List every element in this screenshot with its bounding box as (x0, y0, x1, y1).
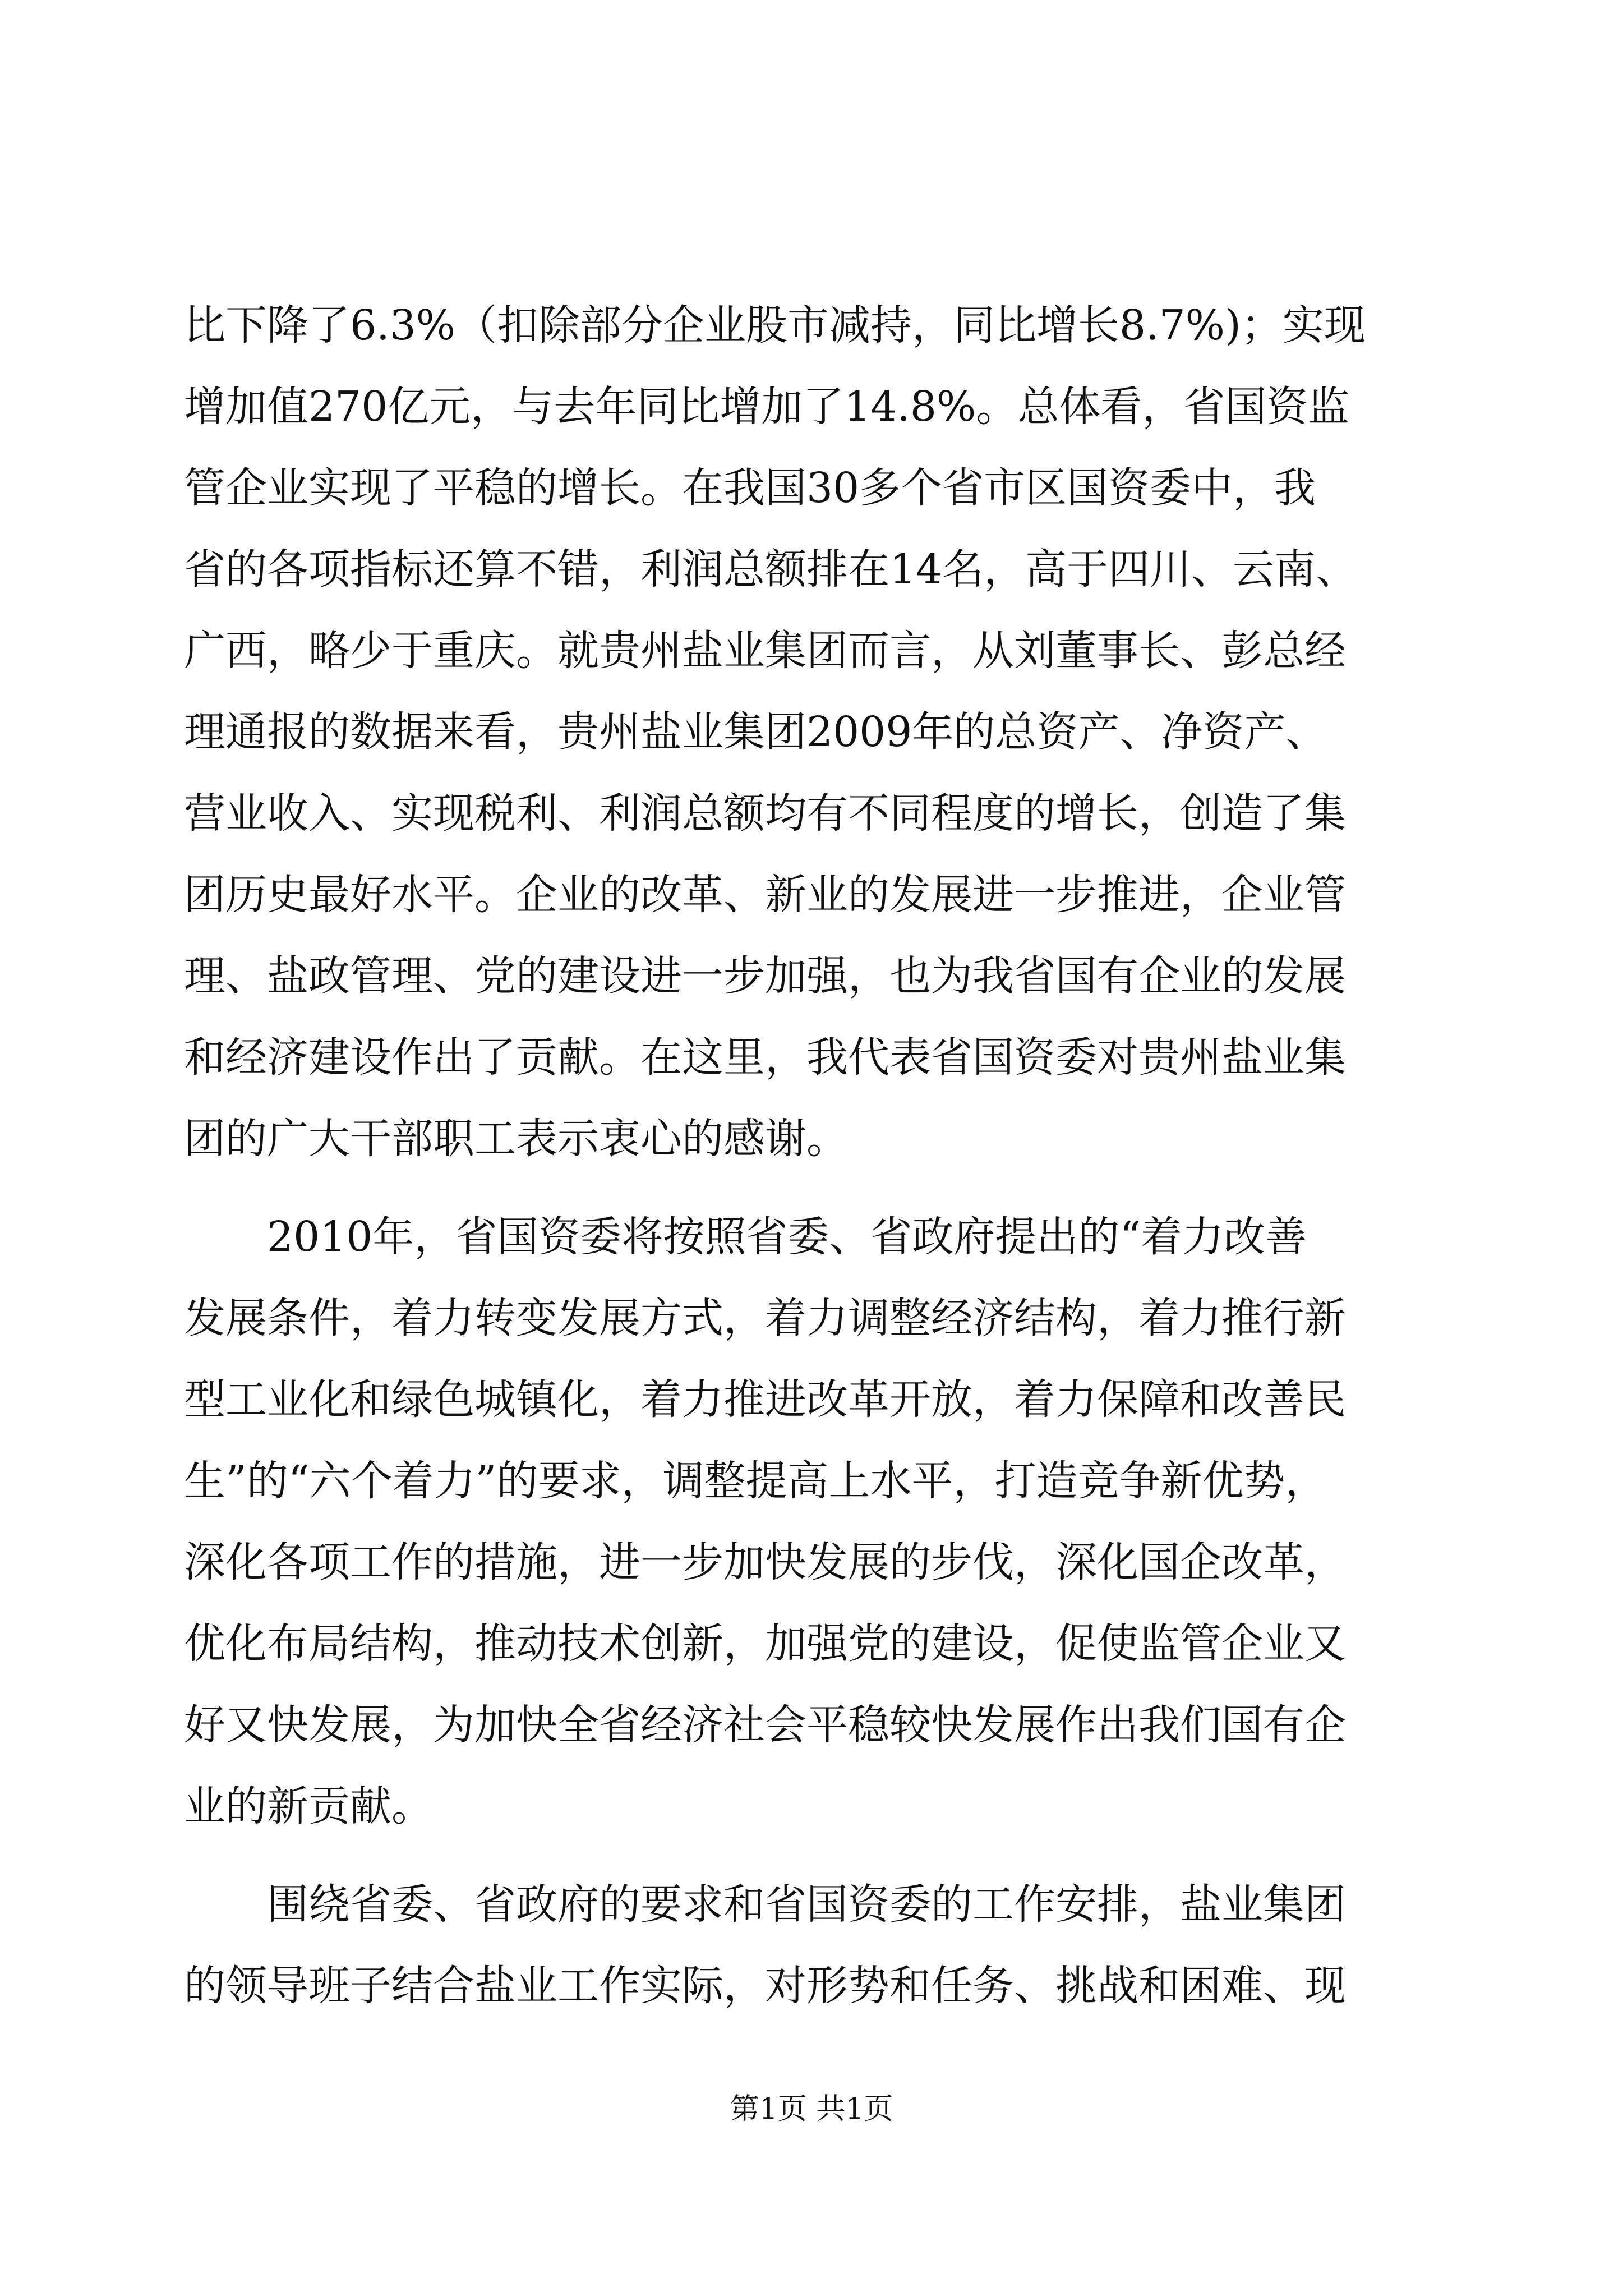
page-number: 第1页 共1页 (730, 2092, 893, 2126)
paragraph-first-line: 2010年，省国资委将按照省委、省政府提出的“着力改善 (267, 1213, 1307, 1261)
page-footer (0, 2087, 1623, 2132)
paragraph-first-line: 围绕省委、省政府的要求和省国资委的工作安排，盐业集团 (267, 1880, 1346, 1929)
text-line: 深化各项工作的措施，进一步加快发展的步伐，深化国企改革， (184, 1538, 1346, 1586)
text-line: 团历史最好水平。企业的改革、新业的发展进一步推进，企业管 (184, 871, 1346, 919)
text-line: 的领导班子结合盐业工作实际，对形势和任务、挑战和困难、现 (184, 1962, 1346, 2010)
text-line: 型工业化和绿色城镇化，着力推进改革开放，着力保障和改善民 (184, 1375, 1346, 1424)
text-line: 管企业实现了平稳的增长。在我国30多个省市区国资委中，我 (184, 464, 1316, 512)
text-line: 生”的“六个着力”的要求，调整提高上水平，打造竞争新优势， (184, 1457, 1327, 1505)
text-line: 优化布局结构，推动技术创新，加强党的建设，促使监管企业又 (184, 1619, 1346, 1668)
text-line: 广西，略少于重庆。就贵州盐业集团而言，从刘董事长、彭总经 (184, 627, 1346, 675)
text-line: 增加值270亿元，与去年同比增加了14.8%。总体看，省国资监 (184, 383, 1350, 431)
text-line: 发展条件，着力转变发展方式，着力调整经济结构，着力推行新 (184, 1294, 1346, 1342)
text-line: 比下降了6.3%（扣除部分企业股市减持，同比增长8.7%)；实现 (184, 301, 1366, 349)
text-line: 好又快发展，为加快全省经济社会平稳较快发展作出我们国有企 (184, 1701, 1346, 1749)
text-line: 和经济建设作出了贡献。在这里，我代表省国资委对贵州盐业集 (184, 1033, 1346, 1082)
body-text (184, 285, 1463, 2027)
text-line: 业的新贡献。 (184, 1782, 433, 1830)
text-line: 理通报的数据来看，贵州盐业集团2009年的总资产、净资产、 (184, 708, 1327, 756)
text-line: 营业收入、实现税利、利润总额均有不同程度的增长，创造了集 (184, 789, 1346, 838)
text-line: 团的广大干部职工表示衷心的感谢。 (184, 1115, 848, 1163)
text-line: 理、盐政管理、党的建设进一步加强，也为我省国有企业的发展 (184, 952, 1346, 1000)
text-line: 省的各项指标还算不错，利润总额排在14名，高于四川、云南、 (184, 545, 1358, 593)
